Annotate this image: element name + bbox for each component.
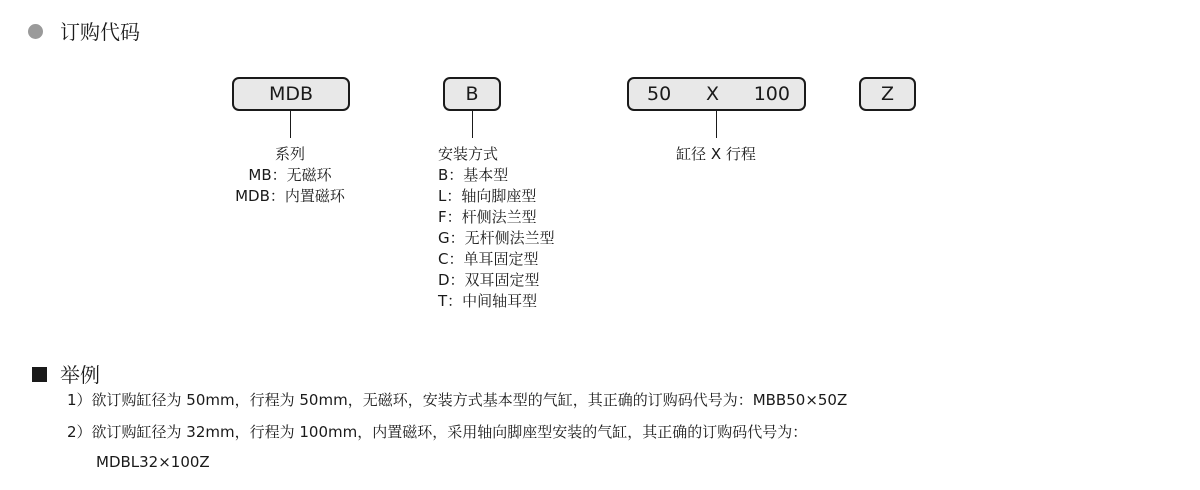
section-title-example: 举例 bbox=[60, 363, 100, 387]
circle-bullet-icon bbox=[28, 24, 43, 39]
legend-mount-item: L：轴向脚座型 bbox=[438, 187, 537, 205]
legend-mount-item: F：杆侧法兰型 bbox=[438, 208, 537, 226]
connector-line-series bbox=[290, 111, 291, 138]
legend-series-title: 系列 bbox=[274, 145, 305, 163]
example-line-1: 1）欲订购缸径为 50mm，行程为 50mm，无磁环，安装方式基本型的气缸，其正确的订购码代号为：MBB50×50Z bbox=[67, 391, 848, 409]
connector-line-bore-stroke bbox=[716, 111, 717, 138]
legend-mount-item: C：单耳固定型 bbox=[438, 250, 539, 268]
legend-mount-title: 安装方式 bbox=[438, 145, 499, 163]
connector-line-mount bbox=[472, 111, 473, 138]
code-box-bore-stroke bbox=[627, 77, 806, 111]
legend-mount-item: T：中间轴耳型 bbox=[438, 292, 538, 310]
code-box-mount: B bbox=[443, 77, 501, 111]
square-bullet-icon bbox=[32, 367, 47, 382]
legend-series bbox=[220, 144, 360, 207]
code-box-series: MDB bbox=[232, 77, 350, 111]
legend-mount bbox=[438, 144, 555, 312]
example-line-2: 2）欲订购缸径为 32mm，行程为 100mm，内置磁环，采用轴向脚座型安装的气缸，其正确的订购码代号为： bbox=[67, 423, 808, 441]
legend-mount-item: D：双耳固定型 bbox=[438, 271, 540, 289]
section-title-order-code: 订购代码 bbox=[60, 20, 140, 44]
times-sign: X bbox=[705, 83, 719, 105]
stroke-value: 100 bbox=[753, 83, 790, 105]
legend-series-item: MB：无磁环 bbox=[248, 166, 332, 184]
bore-value: 50 bbox=[647, 83, 672, 105]
legend-series-item: MDB：内置磁环 bbox=[235, 187, 345, 205]
legend-mount-item: B：基本型 bbox=[438, 166, 509, 184]
legend-mount-item: G：无杆侧法兰型 bbox=[438, 229, 555, 247]
example-line-2-code: MDBL32×100Z bbox=[96, 453, 210, 471]
legend-bore-stroke: 缸径 X 行程 bbox=[676, 145, 756, 163]
code-box-suffix: Z bbox=[859, 77, 916, 111]
